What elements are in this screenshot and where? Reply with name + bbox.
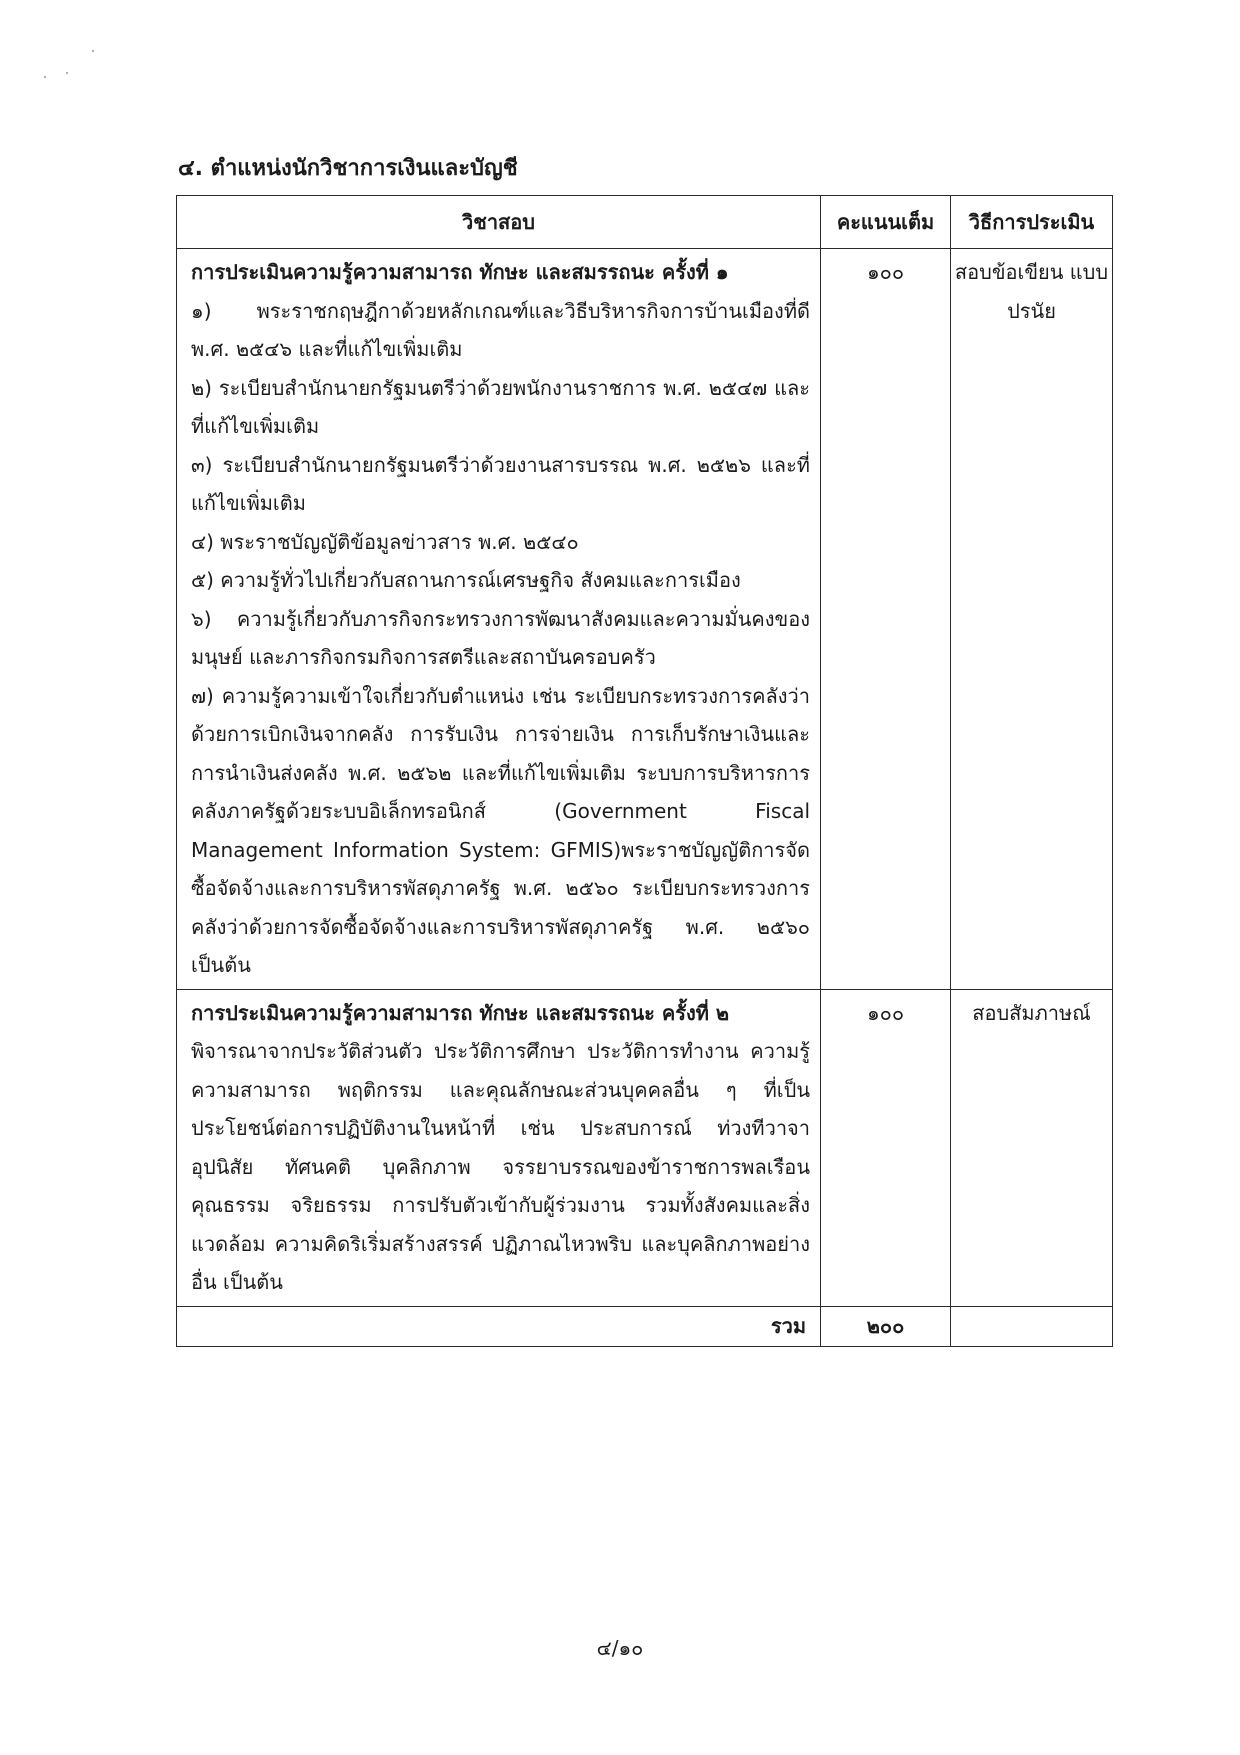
exam-table [176,195,1113,1347]
section-1-subject-cell [177,249,821,990]
section-1-item-3: ๓) ระเบียบสำนักนายกรัฐมนตรีว่าด้วยงานสารบรรณ พ.ศ. ๒๕๒๖ และที่แก้ไขเพิ่มเติม [191,452,810,515]
section-1-item-5: ๕) ความรู้ทั่วไปเกี่ยวกับสถานการณ์เศรษฐกิจ สังคมและการเมือง [191,568,741,592]
section-1-item-2: ๒) ระเบียบสำนักนายกรัฐมนตรีว่าด้วยพนักงานราชการ พ.ศ. ๒๕๔๗ และที่แก้ไขเพิ่มเติม [191,375,810,438]
total-score: ๒๐๐ [821,1306,951,1347]
section-2-method: สอบสัมภาษณ์ [951,989,1113,1306]
scan-speck [92,50,94,52]
page-title: ๔. ตำแหน่งนักวิชาการเงินและบัญชี [178,156,518,181]
table-row-section-1 [177,249,1113,990]
scan-speck [44,76,46,78]
section-1-item-4: ๔) พระราชบัญญัติข้อมูลข่าวสาร พ.ศ. ๒๕๔๐ [191,529,579,554]
scan-speck [66,72,68,74]
header-method: วิธีการประเมิน [951,196,1113,249]
section-2-description: พิจารณาจากประวัติส่วนตัว ประวัติการศึกษา ประวัติการทำงาน ความรู้ความสามารถ พฤติกรรม และคุณลักษณะส่วนบุคคลอื่น ๆ ที่เป็นประโยชน์ต่อการปฏิบัติงานในหน้าที่ เช่น ประสบการณ์ ท่วงทีวาจา อุปนิสัย ทัศนคติ บุคลิกภาพ จรรยาบรรณของข้าราชการพลเรือน คุณธรรม จริยธรรม การปรับตัวเข้ากับผู้ร่วมงาน รวมทั้งสังคมและสิ่งแวดล้อม ความคิดริเริ่มสร้างสรรค์ ปฏิภาณไหวพริบ และบุคลิกภาพอย่างอื่น เป็นต้น [191,1039,810,1294]
total-method-empty [951,1306,1113,1347]
section-2-subject-cell [177,989,821,1306]
section-1-method: สอบข้อเขียน แบบปรนัย [951,249,1113,990]
table-header-row [177,196,1113,249]
header-score: คะแนนเต็ม [821,196,951,249]
table-row-section-2 [177,989,1113,1306]
section-2-score: ๑๐๐ [821,989,951,1306]
section-1-title: การประเมินความรู้ความสามารถ ทักษะ และสมรรถนะ ครั้งที่ ๑ [191,260,729,284]
section-1-item-1: ๑) พระราชกฤษฎีกาด้วยหลักเกณฑ์และวิธีบริหารกิจการบ้านเมืองที่ดี พ.ศ. ๒๕๔๖ และที่แก้ไขเพิ่มเติม [191,298,810,361]
section-1-item-6: ๖) ความรู้เกี่ยวกับภารกิจกระทรวงการพัฒนาสังคมและความมั่นคงของมนุษย์ และภารกิจกรมกิจการสตรีและสถาบันครอบครัว [191,606,810,669]
total-label: รวม [177,1306,821,1347]
page-number: ๔/๑๐ [596,1636,644,1660]
header-subject: วิชาสอบ [177,196,821,249]
section-1-item-7: ๗) ความรู้ความเข้าใจเกี่ยวกับตำแหน่ง เช่น ระเบียบกระทรวงการคลังว่าด้วยการเบิกเงินจากคลัง การรับเงิน การจ่ายเงิน การเก็บรักษาเงินและการนำเงินส่งคลัง พ.ศ. ๒๕๖๒ และที่แก้ไขเพิ่มเติม ระบบการบริหารการคลังภาครัฐด้วยระบบอิเล็กทรอนิกส์ (Government Fiscal Management Information System: GFMIS)พระราชบัญญัติการจัดซื้อจัดจ้างและการบริหารพัสดุภาครัฐ พ.ศ. ๒๕๖๐ ระเบียบกระทรวงการคลังว่าด้วยการจัดซื้อจัดจ้างและการบริหารพัสดุภาครัฐ พ.ศ. ๒๕๖๐ เป็นต้น [191,683,810,977]
section-1-score: ๑๐๐ [821,249,951,990]
table-row-total [177,1306,1113,1347]
section-2-title: การประเมินความรู้ความสามารถ ทักษะ และสมรรถนะ ครั้งที่ ๒ [191,1000,730,1025]
